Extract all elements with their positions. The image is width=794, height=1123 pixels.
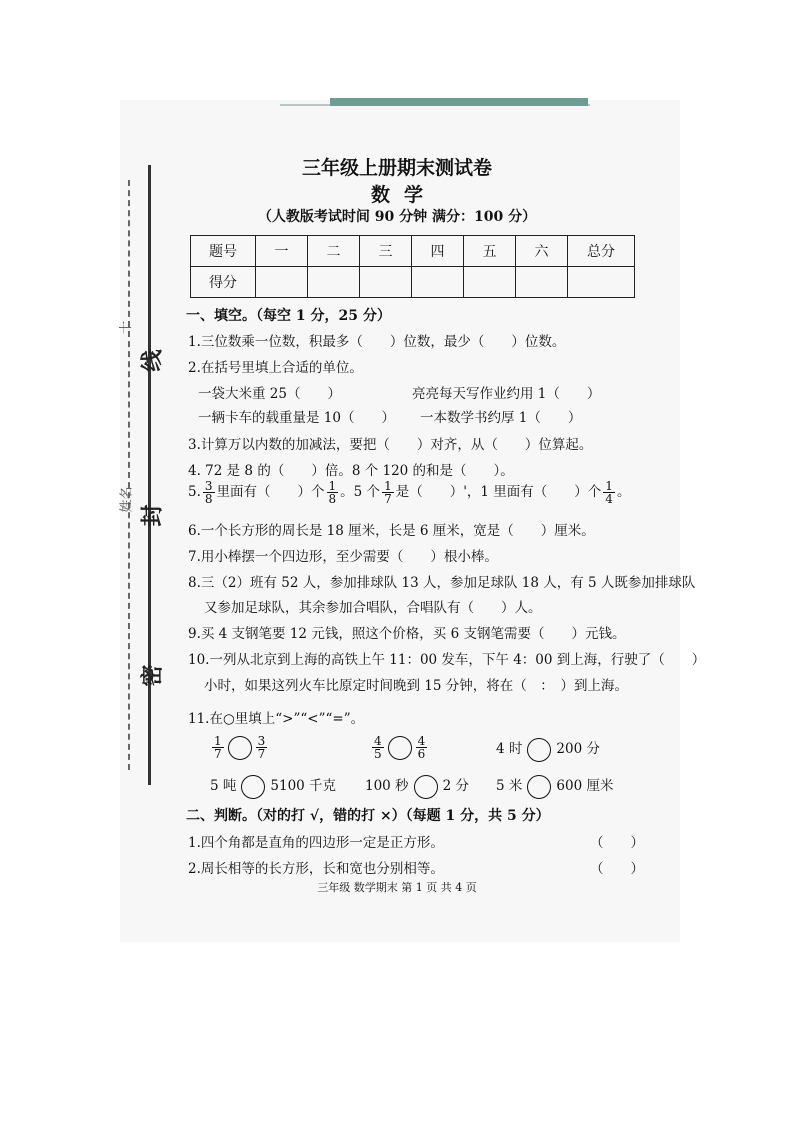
judge-answer-2[interactable]: （ ） bbox=[590, 861, 644, 877]
section2-heading: 二、判断。（对的打 √，错的打 ×）（每题 1 分，共 5 分） bbox=[186, 808, 550, 824]
compare-right: 2 分 bbox=[442, 778, 469, 794]
compare-circle[interactable] bbox=[527, 775, 551, 799]
question-2b: 亮亮每天写作业约用 1（ ） bbox=[412, 386, 601, 402]
question-2c: 一辆卡车的载重量是 10（ ） bbox=[198, 410, 395, 426]
top-tape bbox=[330, 98, 588, 106]
question-10-line1: 10.一列从北京到上海的高铁上午 11：00 发车，下午 4：00 到上海，行驶了（ ） bbox=[188, 652, 706, 668]
score-input-cell[interactable] bbox=[360, 267, 412, 298]
compare-item-d bbox=[210, 774, 336, 799]
compare-left: 5 吨 bbox=[210, 778, 237, 794]
score-input-cell[interactable] bbox=[256, 267, 308, 298]
question-7: 7.用小棒摆一个四边形，至少需要（ ）根小棒。 bbox=[188, 549, 498, 565]
question-3: 3.计算万以内数的加减法，要把（ ）对齐，从（ ）位算起。 bbox=[188, 437, 593, 453]
fraction-1-7 bbox=[212, 735, 224, 760]
compare-item-b bbox=[370, 735, 429, 760]
binding-dashed-line bbox=[128, 180, 130, 770]
compare-left: 5 米 bbox=[496, 778, 523, 794]
fraction-3-7 bbox=[256, 735, 268, 760]
question-10-line2: 小时，如果这列火车比原定时间晚到 15 分钟，将在（ ： ）到上海。 bbox=[204, 678, 629, 694]
question-6: 6.一个长方形的周长是 18 厘米，长是 6 厘米，宽是（ ）厘米。 bbox=[188, 523, 595, 539]
score-header-cell: 总分 bbox=[568, 236, 635, 267]
compare-circle[interactable] bbox=[527, 738, 551, 762]
question-1: 1.三位数乘一位数，积最多（ ）位数，最少（ ）位数。 bbox=[188, 334, 566, 350]
fraction-1-4 bbox=[603, 480, 615, 505]
margin-mark-mid: 姓名 bbox=[119, 486, 135, 513]
judge-answer-1[interactable]: （ ） bbox=[590, 835, 644, 851]
score-header-cell: 二 bbox=[308, 236, 360, 267]
question-11: 11.在○里填上“>”“<”“=”。 bbox=[188, 711, 365, 727]
margin-mark-top: 十 bbox=[119, 320, 135, 335]
fraction-numerator: 1 bbox=[214, 734, 222, 748]
compare-circle[interactable] bbox=[241, 775, 265, 799]
compare-item-f bbox=[496, 774, 613, 799]
compare-right: 200 分 bbox=[556, 741, 600, 757]
score-table-header-row bbox=[191, 236, 635, 267]
score-input-cell[interactable] bbox=[464, 267, 516, 298]
question-2d: 一本数学书约厚 1（ ） bbox=[420, 410, 582, 426]
margin-char-seal: 封 bbox=[139, 504, 166, 527]
q5-text-d: 。 bbox=[616, 484, 631, 500]
fraction-denominator: 4 bbox=[605, 492, 613, 506]
score-header-cell: 题号 bbox=[191, 236, 256, 267]
question-9: 9.买 4 支钢笔要 12 元钱，照这个价格，买 6 支钢笔需要（ ）元钱。 bbox=[188, 626, 626, 642]
fraction-denominator: 7 bbox=[384, 492, 392, 506]
fraction-denominator: 6 bbox=[417, 747, 426, 761]
score-table-score-row bbox=[191, 267, 635, 298]
compare-item-e bbox=[365, 774, 469, 799]
q5-prefix: 5. bbox=[188, 484, 201, 500]
question-2: 2.在括号里填上合适的单位。 bbox=[188, 360, 363, 376]
fraction-numerator: 4 bbox=[417, 734, 426, 748]
q5-text-c: 是（ ）'，1 里面有（ ）个 bbox=[395, 484, 602, 500]
fraction-numerator: 1 bbox=[328, 479, 337, 493]
compare-item-a bbox=[210, 735, 269, 760]
exam-info: （人教版考试时间 90 分钟 满分：100 分） bbox=[257, 209, 537, 225]
score-table bbox=[190, 235, 635, 298]
score-header-cell: 一 bbox=[256, 236, 308, 267]
question-8-line2: 又参加足球队，其余参加合唱队，合唱队有（ ）人。 bbox=[204, 600, 542, 616]
fraction-1-7 bbox=[382, 480, 394, 505]
fraction-numerator: 3 bbox=[204, 479, 213, 493]
fraction-numerator: 4 bbox=[374, 734, 382, 748]
score-input-cell[interactable] bbox=[568, 267, 635, 298]
fraction-4-6 bbox=[416, 735, 428, 760]
score-input-cell[interactable] bbox=[516, 267, 568, 298]
fraction-4-5 bbox=[372, 735, 384, 760]
judge-question-1: 1.四个角都是直角的四边形一定是正方形。 bbox=[188, 835, 444, 851]
margin-char-line: 线 bbox=[139, 349, 166, 372]
compare-left: 100 秒 bbox=[365, 778, 409, 794]
judge-question-2: 2.周长相等的长方形，长和宽也分别相等。 bbox=[188, 861, 444, 877]
compare-item-c bbox=[496, 737, 600, 762]
score-input-cell[interactable] bbox=[308, 267, 360, 298]
subject-title: 数学 bbox=[370, 184, 437, 206]
exam-title: 三年级上册期末测试卷 bbox=[301, 157, 492, 179]
fraction-numerator: 1 bbox=[384, 479, 392, 493]
compare-circle[interactable] bbox=[388, 736, 412, 760]
fraction-denominator: 8 bbox=[204, 492, 213, 506]
q5-text-a: 里面有（ ）个 bbox=[216, 484, 325, 500]
score-header-cell: 六 bbox=[516, 236, 568, 267]
section1-heading: 一、填空。（每空 1 分，25 分） bbox=[186, 308, 391, 324]
fraction-denominator: 5 bbox=[374, 747, 382, 761]
score-header-cell: 四 bbox=[412, 236, 464, 267]
compare-circle[interactable] bbox=[414, 775, 438, 799]
fraction-denominator: 8 bbox=[328, 492, 337, 506]
fraction-denominator: 7 bbox=[257, 747, 266, 761]
score-input-cell[interactable] bbox=[412, 267, 464, 298]
question-2a: 一袋大米重 25（ ） bbox=[198, 386, 341, 402]
q5-text-b: 。5 个 bbox=[340, 484, 381, 500]
fraction-denominator: 7 bbox=[214, 747, 222, 761]
binding-line bbox=[148, 165, 151, 785]
question-8-line1: 8.三（2）班有 52 人，参加排球队 13 人，参加足球队 18 人，有 5 人既参加排球队 bbox=[188, 575, 696, 591]
page-footer: 三年级 数学期末 第 1 页 共 4 页 bbox=[317, 881, 477, 894]
compare-circle[interactable] bbox=[228, 736, 252, 760]
fraction-1-8 bbox=[327, 480, 339, 505]
score-header-cell: 三 bbox=[360, 236, 412, 267]
fraction-numerator: 1 bbox=[605, 479, 613, 493]
margin-char-secret: 密 bbox=[139, 664, 166, 687]
compare-right: 600 厘米 bbox=[556, 778, 614, 794]
compare-left: 4 时 bbox=[496, 741, 523, 757]
fraction-3-8 bbox=[203, 480, 215, 505]
fraction-numerator: 3 bbox=[257, 734, 266, 748]
score-label-cell: 得分 bbox=[191, 267, 256, 298]
question-5 bbox=[188, 480, 630, 505]
compare-right: 5100 千克 bbox=[270, 778, 337, 794]
question-4: 4. 72 是 8 的（ ）倍。8 个 120 的和是（ ）。 bbox=[188, 463, 514, 479]
score-header-cell: 五 bbox=[464, 236, 516, 267]
